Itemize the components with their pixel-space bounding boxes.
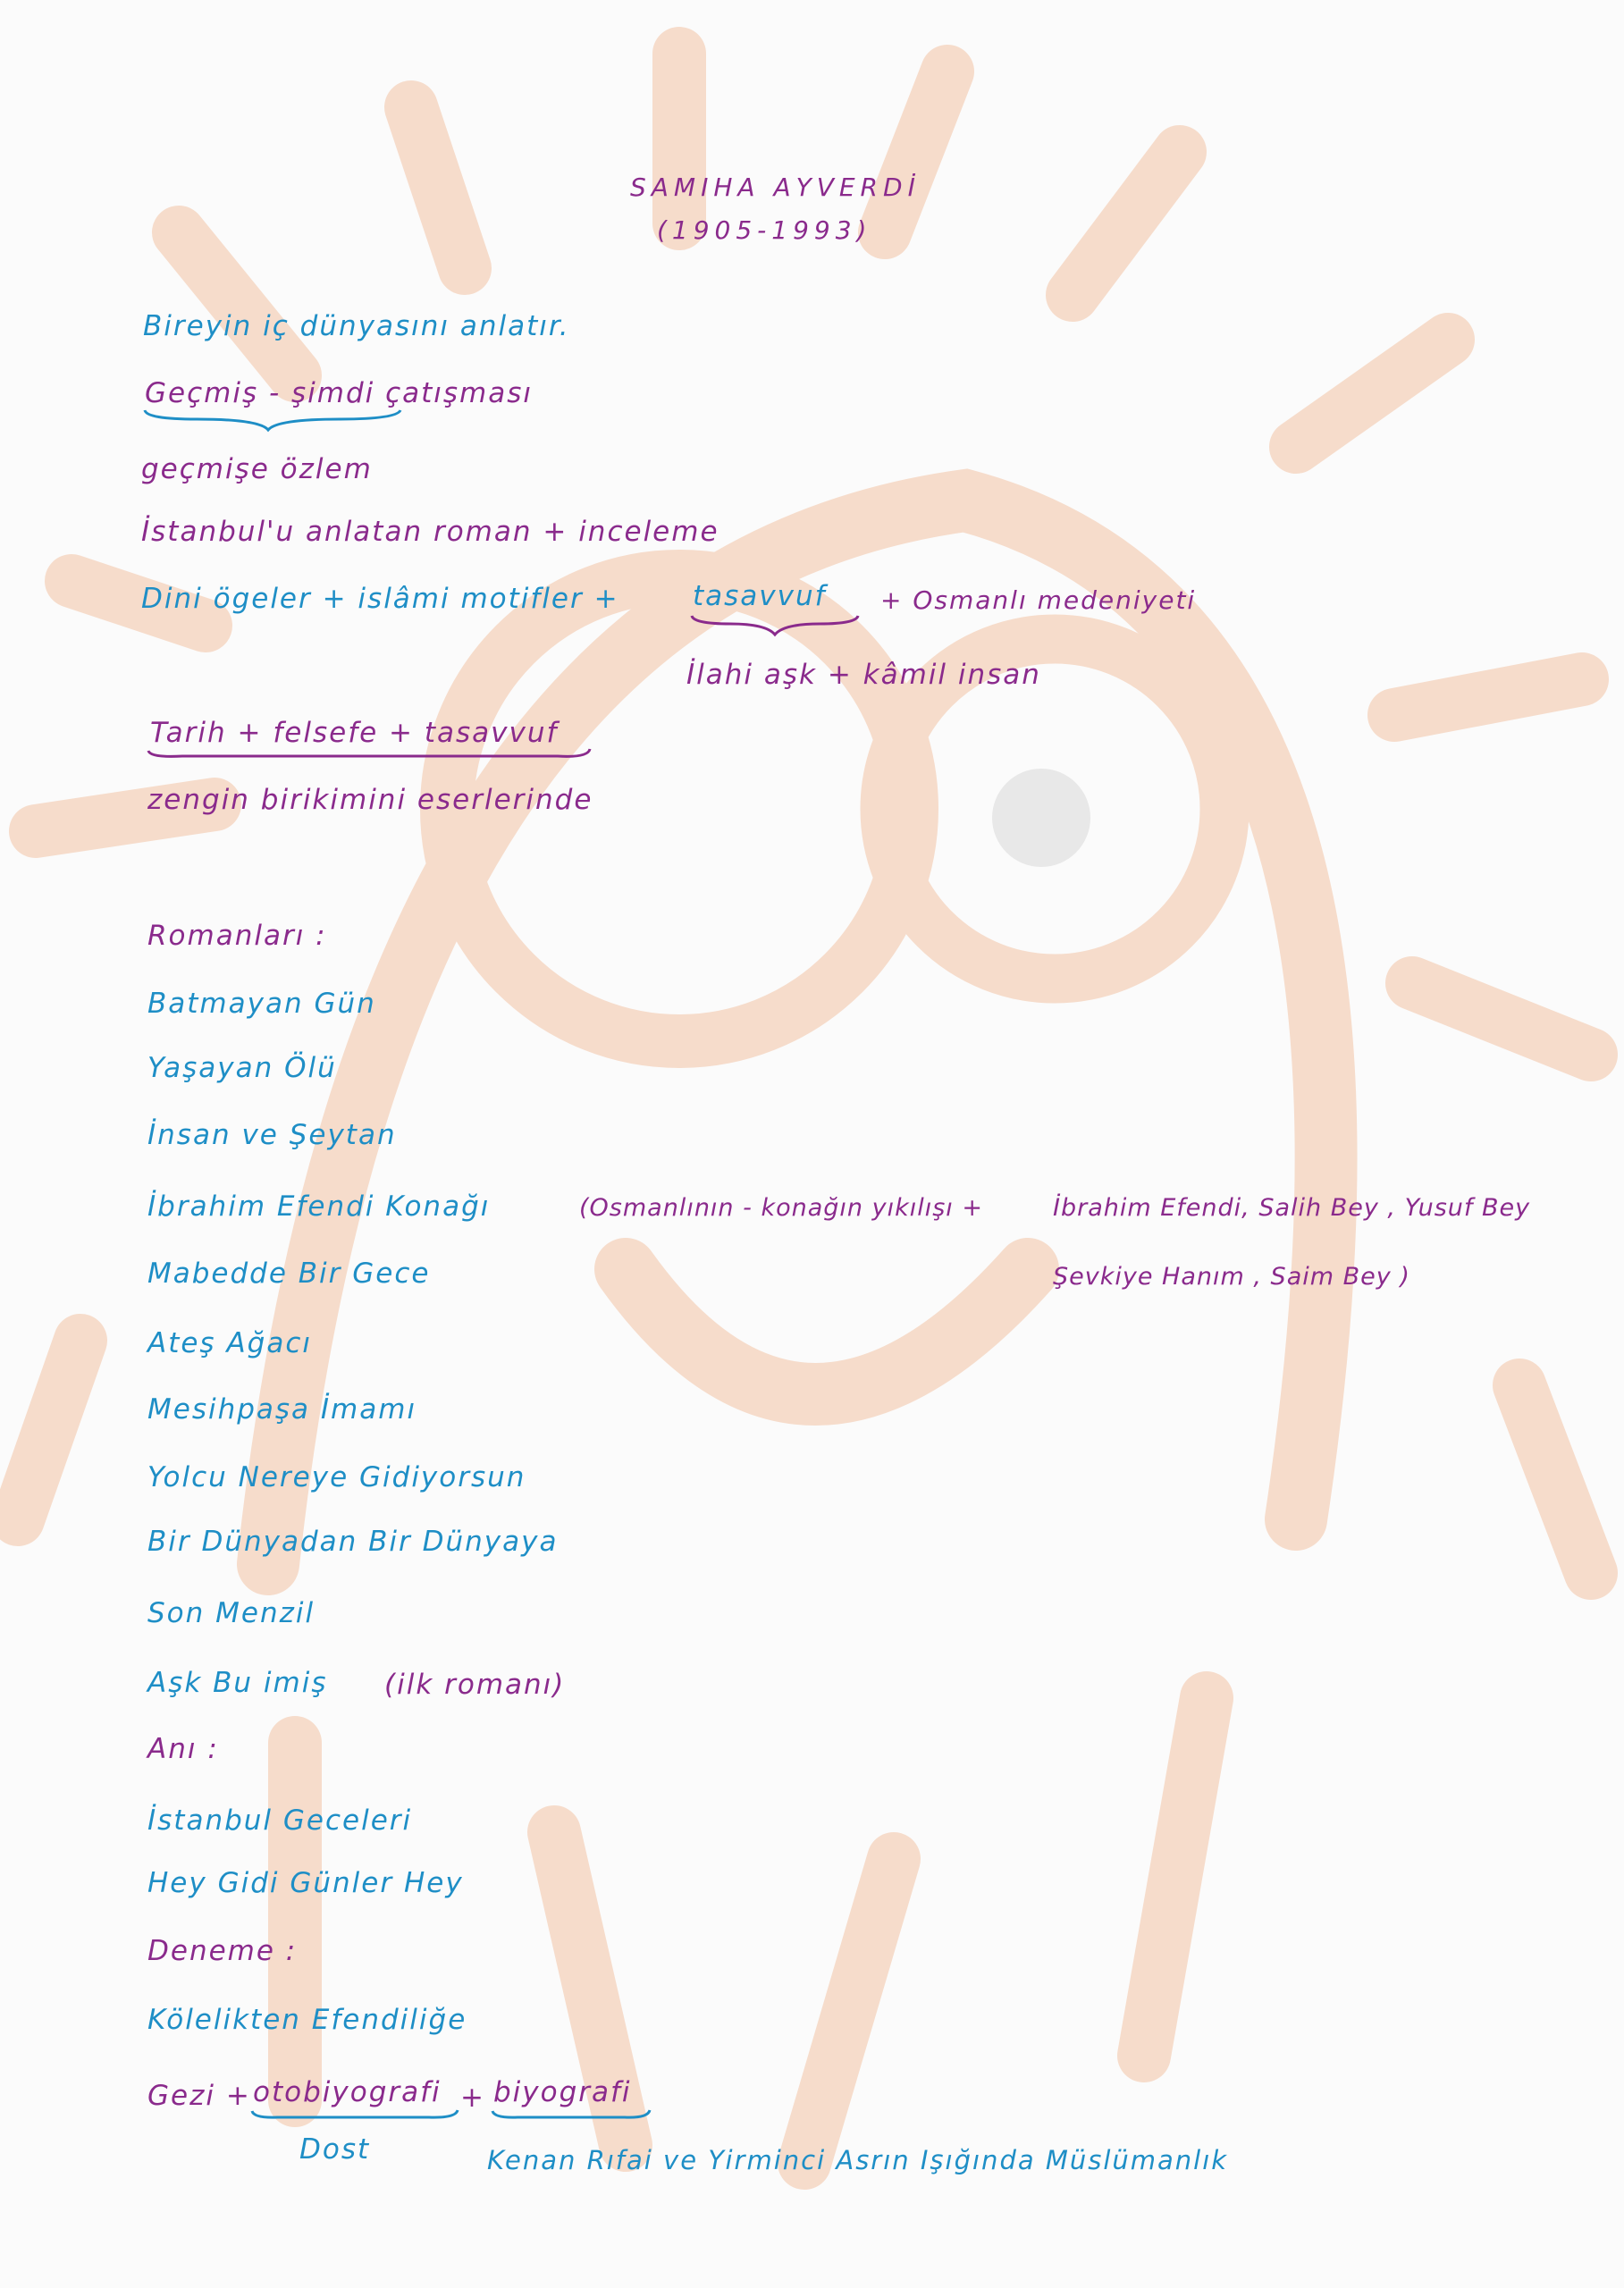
novel-item: Batmayan Gün — [147, 988, 376, 1020]
kenan-rifai-title: Kenan Rıfai ve Yirminci Asrın Işığında Müslümanlık — [487, 2145, 1229, 2175]
autobiography-label: otobiyografi — [253, 2076, 442, 2108]
dost-title: Dost — [299, 2133, 371, 2166]
novel-item: Aşk Bu imiş — [147, 1667, 328, 1699]
essay-item: Kölelikten Efendiliğe — [147, 2004, 467, 2036]
note-longing: geçmişe özlem — [141, 453, 373, 485]
novel-item: Mesihpaşa İmamı — [147, 1393, 417, 1426]
biography-label: biyografi — [493, 2076, 632, 2108]
note-divine-love: İlahi aşk + kâmil insan — [686, 659, 1041, 691]
underline — [147, 745, 593, 761]
konak-characters-2: Şevkiye Hanım , Saim Bey ) — [1053, 1263, 1410, 1291]
memoir-item: Hey Gidi Günler Hey — [147, 1867, 464, 1899]
novel-item: Son Menzil — [147, 1597, 316, 1629]
note-tasavvuf: tasavvuf — [693, 580, 827, 612]
author-name: SAMIHA AYVERDİ — [630, 172, 921, 202]
travel-label: Gezi + — [147, 2080, 251, 2112]
note-ottoman: + Osmanlı medeniyeti — [880, 585, 1197, 615]
essay-heading: Deneme : — [147, 1935, 298, 1967]
konak-note: (Osmanlının - konağın yıkılışı + — [579, 1194, 983, 1222]
author-years: (1905-1993) — [657, 215, 872, 245]
novel-item: Yolcu Nereye Gidiyorsun — [147, 1461, 526, 1493]
note-inner-world: Bireyin iç dünyasını anlatır. — [143, 310, 570, 342]
konak-characters: İbrahim Efendi, Salih Bey , Yusuf Bey — [1053, 1194, 1531, 1222]
novel-item: Yaşayan Ölü — [147, 1052, 337, 1084]
note-rich-knowledge: zengin birikimini eserlerinde — [147, 784, 593, 816]
novel-item: İbrahim Efendi Konağı — [147, 1190, 491, 1223]
first-novel-note: (ilk romanı) — [384, 1669, 566, 1701]
note-istanbul: İstanbul'u anlatan roman + inceleme — [141, 516, 719, 548]
novel-item: Ateş Ağacı — [147, 1327, 312, 1359]
brace-underline — [143, 407, 402, 433]
novels-heading: Romanları : — [147, 920, 327, 952]
note-history: Tarih + felsefe + tasavvuf — [150, 717, 559, 749]
underline — [250, 2107, 460, 2122]
memoir-item: İstanbul Geceleri — [147, 1804, 413, 1837]
memoir-heading: Anı : — [147, 1733, 219, 1765]
plus-sign: + — [460, 2082, 485, 2114]
novel-item: Mabedde Bir Gece — [147, 1258, 431, 1290]
note-religious-elements: Dini ögeler + islâmi motifler + — [141, 583, 619, 615]
novel-item: İnsan ve Şeytan — [147, 1119, 397, 1151]
underline — [491, 2107, 652, 2122]
note-past-present: Geçmiş - şimdi çatışması — [145, 377, 534, 409]
brace-underline — [690, 613, 860, 638]
novel-item: Bir Dünyadan Bir Dünyaya — [147, 1526, 559, 1558]
